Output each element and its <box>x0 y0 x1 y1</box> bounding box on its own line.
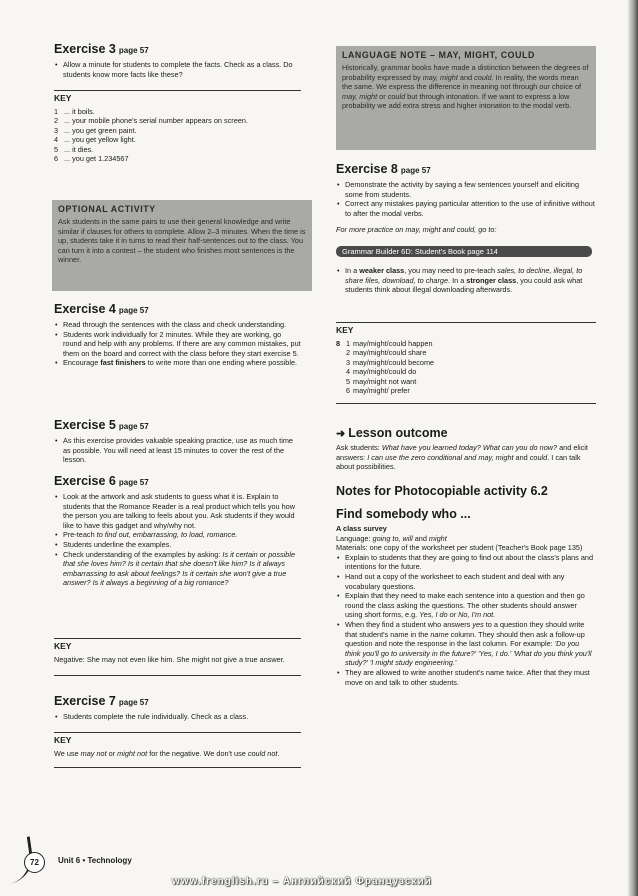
language-note-text: Historically, grammar books have made a distinction between the degrees of probability expressed by may, might and could. In reality, the words mean the same. We express the difference in meaning not through our choice of may, might or could but through intonation. If we want to express a low probability we add extra stress and higher intonation to the modal verb. <box>342 63 589 111</box>
list-item: 1 ... it boils. <box>54 107 95 116</box>
grammar-builder-banner: Grammar Builder 6D: Student's Book page 114 <box>336 246 592 257</box>
exercise-5-heading: Exercise 5 page 57 <box>54 418 149 432</box>
divider <box>336 403 596 404</box>
list-item: • As this exercise provides valuable speaking practice, use as much time as possible. You will need at least 15 minutes to cover the rest of the lesson. <box>54 436 301 465</box>
exercise-7 <box>54 694 301 722</box>
list-item: • Students underline the examples. <box>54 540 301 550</box>
list-item: • Hand out a copy of the worksheet to each student and deal with any vocabulary questions. <box>336 572 596 591</box>
list-item: • Allow a minute for students to complete the facts. Check as a class. Do students know more facts like these? <box>54 60 301 79</box>
page-edge-shadow <box>628 0 638 896</box>
key-text: Negative: She may not even like him. She might not give a true answer. <box>54 655 285 664</box>
divider <box>54 767 301 768</box>
exercise-4-heading: Exercise 4 page 57 <box>54 302 149 316</box>
language-note-box <box>336 46 596 150</box>
arrow-right-icon: ➜ <box>336 428 346 440</box>
key-exercise-3 <box>54 90 301 163</box>
key-heading: KEY <box>336 322 596 336</box>
list-item: 3 ... you get green paint. <box>54 125 137 135</box>
list-item: 2 may/might/could share <box>346 348 427 358</box>
footer-unit-label: Unit 6 • Technology <box>58 856 132 865</box>
language-note-heading: LANGUAGE NOTE – MAY, MIGHT, COULD <box>342 50 535 60</box>
survey-label: A class survey <box>336 524 387 533</box>
list-item: • Students work individually for 2 minutes. While they are working, go round and help with any problems. If there are any common mistakes, put them on the board and correct with the class before they start exercise 5. <box>54 330 301 359</box>
language-line: Language: going to, will and might <box>336 533 447 543</box>
list-item: 5 may/might not want <box>346 376 417 386</box>
list-item: 6 may/might/ prefer <box>346 386 410 396</box>
divider <box>54 675 301 676</box>
exercise-6 <box>54 474 301 588</box>
lesson-outcome-text: Ask students: What have you learned today? What can you do now? and elicit answers: I can use the zero conditional and may, might and could. I can talk about possibilities. <box>336 443 588 472</box>
list-item: • Correct any mistakes paying particular attention to the use of infinitive without to after the modal verbs. <box>336 199 596 218</box>
list-item: • In a weaker class, you may need to pre-teach sales, to decline, illegal, to share files, download, to charge. In a stronger class, you could ask what students think about illegal downloading afterwards. <box>336 266 596 295</box>
key-exercise-6 <box>54 638 301 676</box>
list-item: 3 may/might/could become <box>346 357 435 367</box>
exercise-5 <box>54 418 301 465</box>
list-item: • Look at the artwork and ask students to guess what it is. Explain to students that the Romance Reader is a real product which tells you how the person you are talking to feels about you. Ask students if they would like to have this gadget and why/why not. <box>54 492 301 530</box>
exercise-7-heading: Exercise 7 page 57 <box>54 694 149 708</box>
list-item: 4 may/might/could do <box>346 367 417 377</box>
key-heading: KEY <box>54 732 301 746</box>
materials-line: Materials: one copy of the worksheet per student (Teacher's Book page 135) <box>336 543 583 553</box>
list-item: 4 ... you get yellow light. <box>54 135 136 145</box>
list-item: • They are allowed to write another student's name twice. After that they must move on and talk to other students. <box>336 668 596 687</box>
list-item: • Explain to students that they are going to find out about the class's plans and intentions for the future. <box>336 553 596 572</box>
list-item: • Explain that they need to make each sentence into a question and then go round the class asking the questions. The other students should answer using short forms, e.g. Yes, I do or No, I'm not. <box>336 591 596 620</box>
optional-activity-heading: OPTIONAL ACTIVITY <box>58 204 156 214</box>
lesson-outcome <box>336 426 596 472</box>
notes-subheading: Find somebody who ... <box>336 507 471 521</box>
list-item: 8 1 may/might/could happen <box>336 339 433 348</box>
exercise-6-heading: Exercise 6 page 57 <box>54 474 149 488</box>
photocopiable-notes <box>336 484 596 687</box>
key-exercise-8 <box>336 322 596 404</box>
list-item: 6 ... you get 1.234567 <box>54 154 129 164</box>
key-heading: KEY <box>54 638 301 652</box>
more-practice-text: For more practice on may, might and could, go to: <box>336 225 497 235</box>
optional-activity-box <box>52 200 312 291</box>
exercise-8-heading: Exercise 8 page 57 <box>336 162 431 176</box>
key-exercise-7 <box>54 732 301 768</box>
list-item: 5 ... it dies. <box>54 144 94 154</box>
list-item: • When they find a student who answers yes to a question they should write that student's name in the name column. They should then ask a follow-up question and note the response in the last column. For example: 'Do you think you'll go to university in the future?' 'Yes, I do.' 'What do you think you'll study?' 'I might study engineering.' <box>336 620 596 668</box>
list-item: • Read through the sentences with the class and check understanding. <box>54 320 301 330</box>
exercise-3-heading: Exercise 3 page 57 <box>54 42 149 56</box>
exercise-3 <box>54 42 301 79</box>
list-item: • Pre-teach to find out, embarrassing, to load, romance. <box>54 530 301 540</box>
lesson-outcome-heading: ➜ Lesson outcome <box>336 426 448 440</box>
key-heading: KEY <box>54 90 301 104</box>
list-item: • Encourage fast finishers to write more than one ending where possible. <box>54 358 301 368</box>
exercise-4 <box>54 302 301 368</box>
list-item: • Demonstrate the activity by saying a few sentences yourself and eliciting some from students. <box>336 180 596 199</box>
exercise-8 <box>336 162 596 295</box>
page-number: 72 <box>24 852 45 873</box>
watermark: www.frenglish.ru – Английский Французский <box>172 876 432 887</box>
notes-heading: Notes for Photocopiable activity 6.2 <box>336 484 548 498</box>
list-item: 2 ... your mobile phone's serial number appears on screen. <box>54 116 248 126</box>
optional-activity-text: Ask students in the same pairs to use their general knowledge and write similar if clauses for others to complete. Allow 2–3 minutes. When the time is up, students take it in turns to read their half-sentences out to the class. You can turn it into a contest – the student who finishes most sentences is the winner. <box>58 217 306 265</box>
list-item: • Students complete the rule individually. Check as a class. <box>54 712 301 722</box>
key-text: We use may not or might not for the negative. We don't use could not. <box>54 749 280 758</box>
list-item: • Check understanding of the examples by asking: Is it certain or possible that she loves him? Is it certain that she doesn't like him? Is it always embarrassing to ask about feelings? Is it certain she won't give a true answer? Is it always a beginning of a big romance? <box>54 550 301 588</box>
